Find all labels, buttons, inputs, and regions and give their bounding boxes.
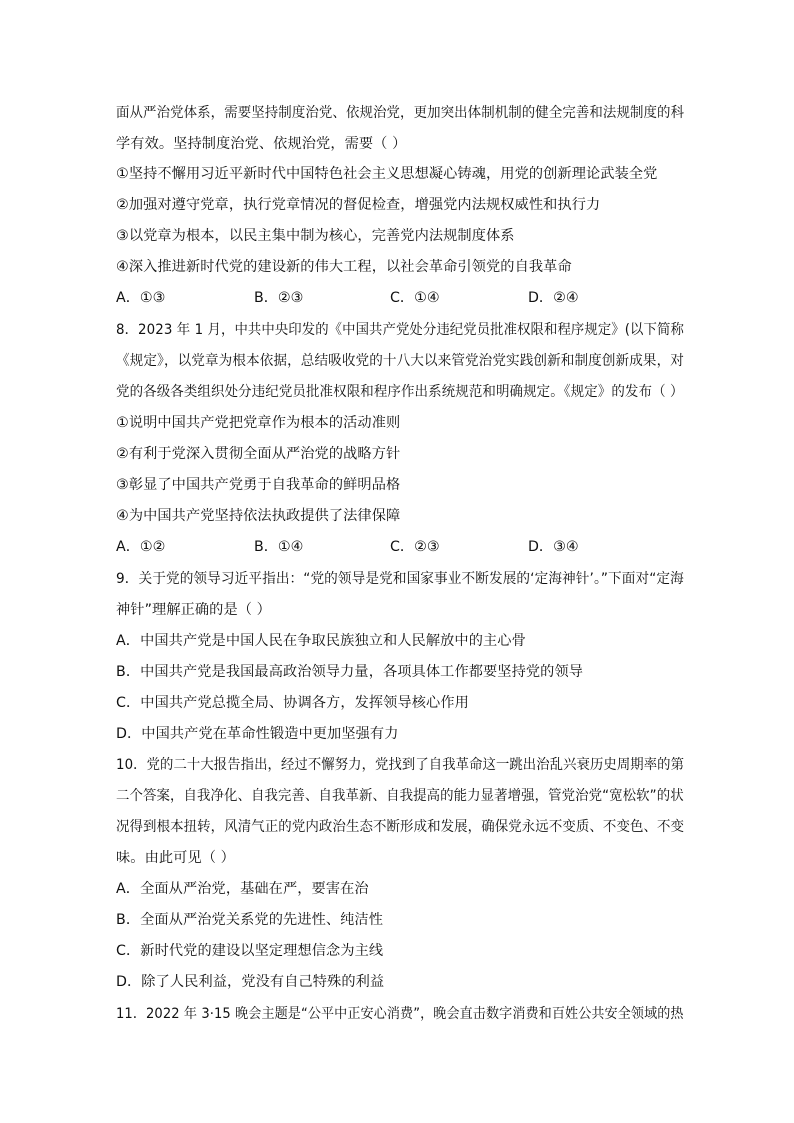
q10-stem-line-4: 味。由此可见（ ） (116, 850, 235, 866)
q8-item-3: ③彰显了中国共产党勇于自我革命的鲜明品格 (116, 477, 401, 493)
q10-option-c: C．新时代党的建设以坚定理想信念为主线 (116, 943, 384, 959)
q9-option-b: B．中国共产党是我国最高政治领导力量，各项具体工作都要坚持党的领导 (116, 664, 584, 680)
q10-option-a: A．全面从严治党，基础在严，要害在治 (116, 881, 369, 897)
q10-option-d: D．除了人民利益，党没有自己特殊的利益 (116, 974, 385, 990)
q7-item-2: ②加强对遵守党章，执行党章情况的督促检查，增强党内法规权威性和执行力 (116, 197, 601, 213)
q8-option-b: B．①④ (254, 539, 304, 555)
q7-stem-line-2: 学有效。坚持制度治党、依规治党，需要（ ） (116, 136, 407, 152)
q8-item-4: ④为中国共产党坚持依法执政提供了法律保障 (116, 508, 401, 524)
q7-option-c: C．①④ (390, 290, 440, 306)
q7-stem-line-1: 面从严治党体系，需要坚持制度治党、依规治党，更加突出体制机制的健全完善和法规制度的科 (116, 105, 685, 121)
q8-stem-line-2: 《规定》，以党章为根本依据，总结吸收党的十八大以来管党治党实践创新和制度创新成果，对 (116, 353, 684, 369)
q7-item-4: ④深入推进新时代党的建设新的伟大工程，以社会革命引领党的自我革命 (116, 259, 572, 275)
q10-stem-line-3: 况得到根本扭转，风清气正的党内政治生态不断形成和发展，确保党永远不变质、不变色、不变 (116, 819, 685, 835)
q9-option-a: A．中国共产党是中国人民在争取民族独立和人民解放中的主心骨 (116, 633, 526, 649)
q9-option-d: D．中国共产党在革命性锻造中更加坚强有力 (116, 726, 399, 742)
q8-option-d: D．③④ (528, 539, 579, 555)
q9-stem-line-2: 神针”理解正确的是（ ） (116, 602, 271, 618)
q10-option-b: B．全面从严治党关系党的先进性、纯洁性 (116, 912, 384, 928)
q7-item-3: ③以党章为根本，以民主集中制为核心，完善党内法规制度体系 (116, 228, 515, 244)
q11-stem-line-1: 11．2022 年 3·15 晚会主题是“公平中正安心消费”，晚会直击数字消费和百姓公共安全领域的热 (116, 1006, 684, 1022)
q9-stem-line-1: 9．关于党的领导习近平指出：“党的领导是党和国家事业不断发展的‘定海神针’。”下面对“定海 (116, 571, 684, 587)
q8-item-2: ②有利于党深入贯彻全面从严治党的战略方针 (116, 446, 401, 462)
q8-option-c: C．②③ (390, 539, 440, 555)
q10-stem-line-2: 二个答案，自我净化、自我完善、自我革新、自我提高的能力显著增强，管党治党“宽松软”的状 (116, 788, 684, 804)
q8-item-1: ①说明中国共产党把党章作为根本的活动准则 (116, 415, 401, 431)
q10-stem-line-1: 10．党的二十大报告指出，经过不懈努力，党找到了自我革命这一跳出治乱兴衰历史周期率的第 (116, 757, 685, 773)
q9-option-c: C．中国共产党总揽全局、协调各方，发挥领导核心作用 (116, 695, 469, 711)
q8-stem-line-3: 党的各级各类组织处分违纪党员批准权限和程序作出系统规范和明确规定。《规定》的发布（ ） (116, 384, 684, 400)
q7-option-b: B．②③ (254, 290, 304, 306)
q7-option-d: D．②④ (528, 290, 579, 306)
q7-option-a: A．①③ (116, 290, 166, 306)
q8-stem-line-1: 8．2023 年 1 月，中共中央印发的《中国共产党处分违纪党员批准权限和程序规定》(以下简称 (116, 322, 684, 338)
q8-option-a: A．①② (116, 539, 166, 555)
q7-item-1: ①坚持不懈用习近平新时代中国特色社会主义思想凝心铸魂，用党的创新理论武装全党 (116, 166, 658, 182)
